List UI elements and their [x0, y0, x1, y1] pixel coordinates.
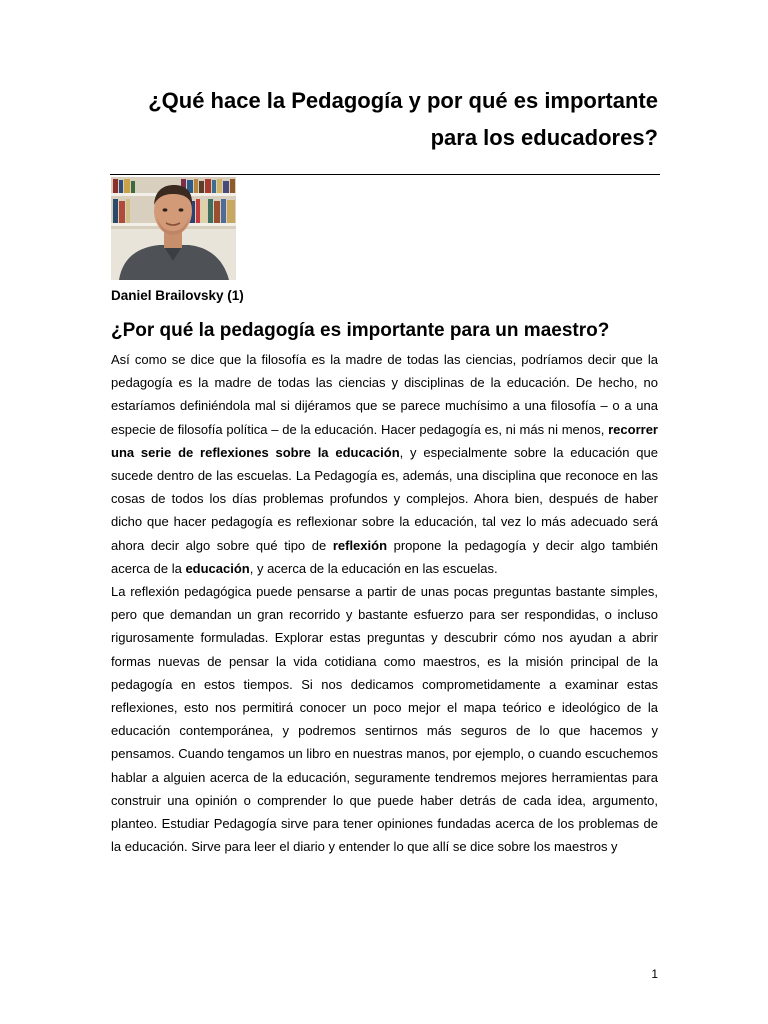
- title-line-1: ¿Qué hace la Pedagogía y por qué es importante: [148, 88, 658, 113]
- paragraph-1-text-d: , y acerca de la educación en las escuelas.: [249, 560, 498, 576]
- bold-phrase-reflexiones: recorrer una serie de reflexiones sobre la educación: [111, 421, 658, 460]
- section-heading: ¿Por qué la pedagogía es importante para un maestro?: [111, 320, 610, 341]
- bold-word-educacion: educación: [185, 560, 250, 576]
- paragraph-1-text-c: propone la pedagogía y decir algo también acerca de la: [111, 537, 658, 576]
- title-divider: [110, 174, 660, 175]
- body-text: [111, 348, 658, 858]
- author-name: Daniel Brailovsky (1): [111, 288, 244, 303]
- author-photo: [111, 177, 236, 280]
- bold-word-reflexion: reflexión: [332, 537, 388, 553]
- paragraph-1-text-a: Así como se dice que la filosofía es la madre de todas las ciencias, podríamos decir que la pedagogía es la madre de todas las ciencias y disciplinas de la educación. De hecho, no estaríamos definiéndola mal si dijéramos que se parece muchísimo a una filosofía – o a una especie de filosofía política – de la educación. Hacer pedagogía es, ni más ni menos,: [111, 352, 658, 437]
- paragraph-1-text-b: , y especialmente sobre la educación que sucede dentro de las escuelas. La Pedagogía es, además, una disciplina que reconoce en las cosas de todos los días problemas profundos y complejos. Ahora bien, después de haber dicho que hacer pedagogía es reflexionar sobre la educación, tal vez lo más adecuado será ahora decir algo sobre qué tipo de: [111, 444, 658, 553]
- title-line-2: para los educadores?: [430, 125, 658, 150]
- page-number: 1: [651, 967, 658, 981]
- paragraph-2: La reflexión pedagógica puede pensarse a partir de unas pocas preguntas bastante simples, pero que demandan un gran recorrido y bastante esfuerzo para ser respondidas, o incluso rigurosamente formuladas. Explorar estas preguntas y descubrir cómo nos ayudan a abrir formas nuevas de pensar la vida cotidiana como maestros, es la misión principal de la pedagogía en estos tiempos. Si nos dedicamos comprometidamente a examinar estas reflexiones, esto nos permitirá conocer un poco mejor el mapa teórico e ideológico de la educación contemporánea, y podremos sentirnos más seguros de lo que hacemos y pensamos. Cuando tengamos un libro en nuestras manos, por ejemplo, o cuando escuchemos hablar a alguien acerca de la educación, seguramente tendremos mejores herramientas para construir una opinión o comprender lo que puede haber detrás de cada idea, argumento, planteo. Estudiar Pedagogía sirve para tener opiniones fundadas acerca de los problemas de la educación. Sirve para leer el diario y entender lo que allí se dice sobre los maestros y: [111, 584, 658, 855]
- document-title: [110, 82, 658, 156]
- paragraph-1: [111, 348, 658, 580]
